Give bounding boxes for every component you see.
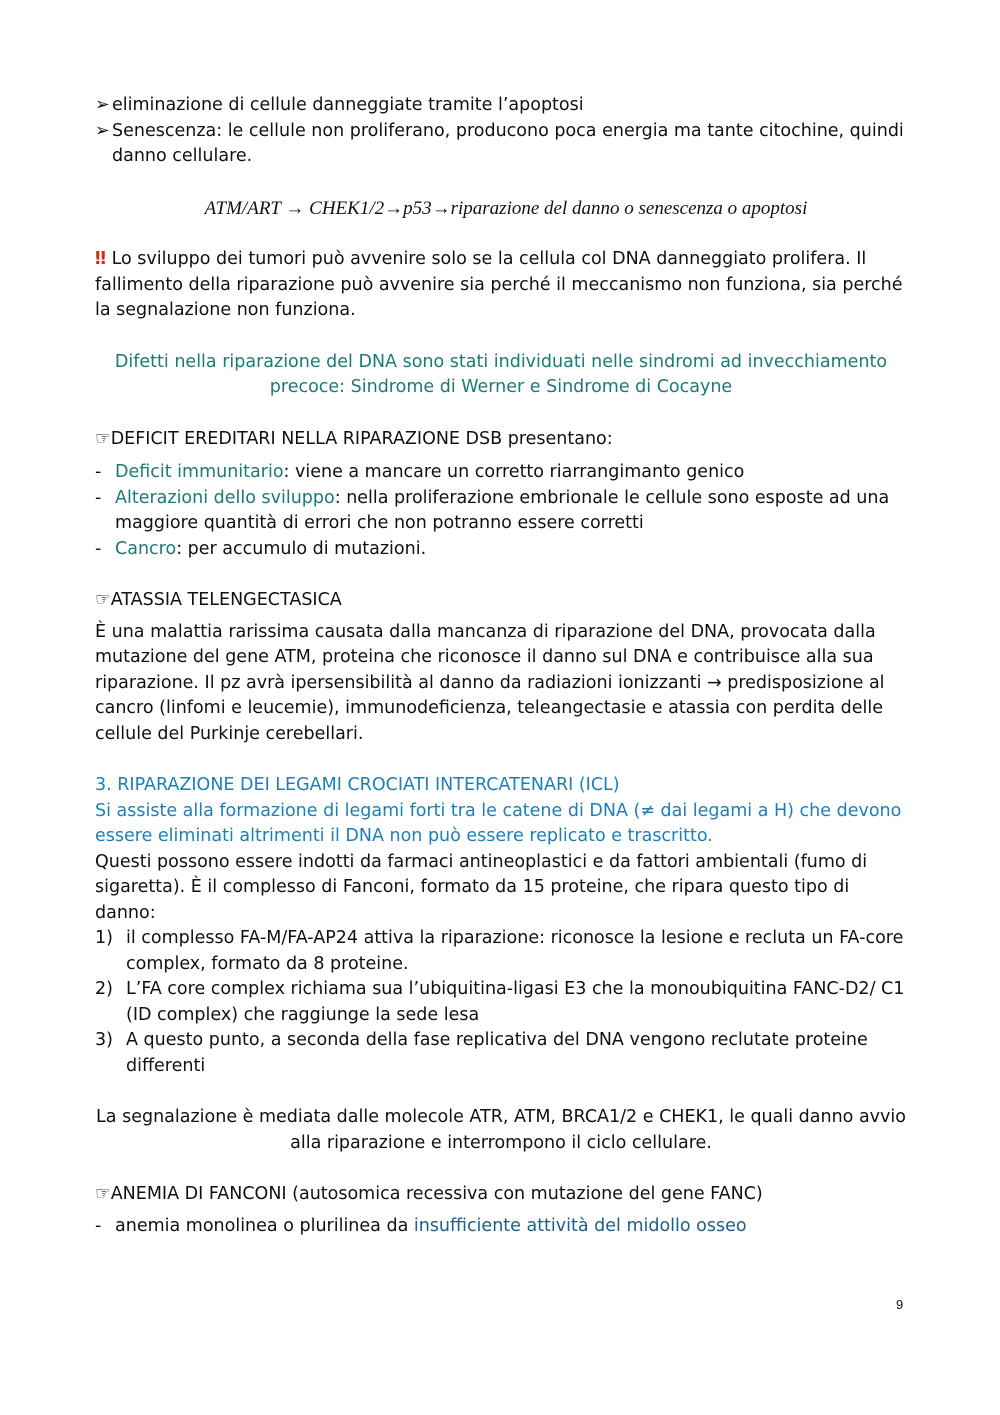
list-item <box>95 537 907 563</box>
list-item <box>95 486 907 537</box>
step-number: 1) <box>95 928 113 948</box>
list-item-term: Cancro <box>115 538 177 559</box>
list-item <box>95 926 907 977</box>
step-text: il complesso FA-M/FA-AP24 attiva la riparazione: riconosce la lesione e recluta un FA-core complex, formato da 8 proteine. <box>126 928 904 974</box>
document-page <box>95 93 907 1239</box>
pathway-formula: ATM/ART → CHEK1/2→p53→riparazione del danno o senescenza o apoptosi <box>204 197 808 219</box>
arrow-bullet-icon: ➢ <box>95 95 110 115</box>
dash-bullet: - <box>95 462 102 482</box>
list-item <box>95 1028 907 1079</box>
section-heading <box>95 1182 907 1208</box>
list-item-text: : per accumulo di mutazioni. <box>176 538 427 559</box>
signaling-summary: La segnalazione è mediata dalle molecole ATR, ATM, BRCA1/2 e CHEK1, le quali danno avvio alla riparazione e interrompono il ciclo cellulare. <box>96 1107 906 1153</box>
section-heading: 3. RIPARAZIONE DEI LEGAMI CROCIATI INTERCATENARI (ICL) <box>95 775 620 795</box>
step-number: 3) <box>95 1030 113 1050</box>
pointing-hand-icon: ☞ <box>95 428 111 449</box>
step-text: L’FA core complex richiama sua l’ubiquitina-ligasi E3 che la monoubiquitina FANC-D2/ C1 (ID complex) che raggiunge la sede lesa <box>126 979 905 1025</box>
list-item <box>95 119 907 170</box>
dsb-section <box>95 427 907 563</box>
steps-list <box>95 926 907 1079</box>
page-number: 9 <box>896 1297 904 1312</box>
arrow-bullet-icon: ➢ <box>95 120 110 141</box>
section-heading-text: ATASSIA TELENGECTASICA <box>110 590 342 610</box>
list-item-highlight: insufficiente attività del midollo osseo <box>413 1215 747 1236</box>
double-exclamation-icon: ‼ <box>95 249 106 269</box>
icl-section <box>95 773 907 1156</box>
atassia-section <box>95 588 907 747</box>
list-item <box>95 460 907 486</box>
step-number: 2) <box>95 979 113 999</box>
section-heading-text: DEFICIT EREDITARI NELLA RIPARAZIONE DSB presentano: <box>110 428 613 449</box>
warning-text: Lo sviluppo dei tumori può avvenire solo se la cellula col DNA danneggiato prolifera. Il fallimento della riparazione può avvenire sia perché il meccanismo non funziona, sia perché la segnalazione non funziona. <box>95 249 903 320</box>
list-item <box>95 1214 907 1240</box>
list-item-text: : viene a mancare un corretto riarrangimanto genico <box>283 462 745 482</box>
section-body: Questi possono essere indotti da farmaci antineoplastici e da fattori ambientali (fumo di sigaretta). È il complesso di Fanconi, formato da 15 proteine, che ripara questo tipo di danno: <box>95 851 868 923</box>
deficit-list <box>95 460 907 562</box>
section-heading <box>95 427 907 453</box>
dash-bullet: - <box>95 538 102 559</box>
list-item-text: eliminazione di cellule danneggiate tramite l’apoptosi <box>112 95 584 115</box>
section-heading <box>95 588 907 614</box>
list-item-text: anemia monolinea o plurilinea da <box>115 1215 414 1236</box>
pointing-hand-icon: ☞ <box>95 1184 111 1204</box>
list-item-term: Alterazioni dello sviluppo <box>115 487 335 508</box>
list-item <box>95 93 907 119</box>
list-item-term: Deficit immunitario <box>115 462 284 482</box>
dash-bullet: - <box>95 1215 102 1236</box>
section-body: È una malattia rarissima causata dalla mancanza di riparazione del DNA, provocata dalla mutazione del gene ATM, proteina che riconosce il danno sul DNA e contribuisce alla sua riparazione. Il pz avrà ipersensibilità al danno da radiazioni ionizzanti → predisposizione al cancro (linfomi e leucemie), immunodeficienza, teleangectasie e atassia con perdita delle cellule del Purkinje cerebellari. <box>95 621 885 744</box>
highlight-note: Difetti nella riparazione del DNA sono stati individuati nelle sindromi ad invecchiamento precoce: Sindrome di Werner e Sindrome di Cocayne <box>114 351 888 397</box>
list-item-text: : nella proliferazione embrionale le cellule sono esposte ad una maggiore quantità di errori che non potranno essere corretti <box>115 487 890 533</box>
warning-paragraph <box>95 247 907 324</box>
section-intro: Si assiste alla formazione di legami forti tra le catene di DNA (≠ dai legami a H) che devono essere eliminati altrimenti il DNA non può essere replicato e trascritto. <box>95 800 902 846</box>
list-item <box>95 977 907 1028</box>
step-text: A questo punto, a seconda della fase replicativa del DNA vengono reclutate proteine differenti <box>126 1030 868 1076</box>
list-item-text: Senescenza: le cellule non proliferano, producono poca energia ma tante citochine, quindi danno cellulare. <box>112 120 904 166</box>
section-heading-text: ANEMIA DI FANCONI (autosomica recessiva con mutazione del gene FANC) <box>110 1184 763 1204</box>
dash-bullet: - <box>95 487 102 508</box>
fanconi-section <box>95 1182 907 1239</box>
pointing-hand-icon: ☞ <box>95 590 111 610</box>
